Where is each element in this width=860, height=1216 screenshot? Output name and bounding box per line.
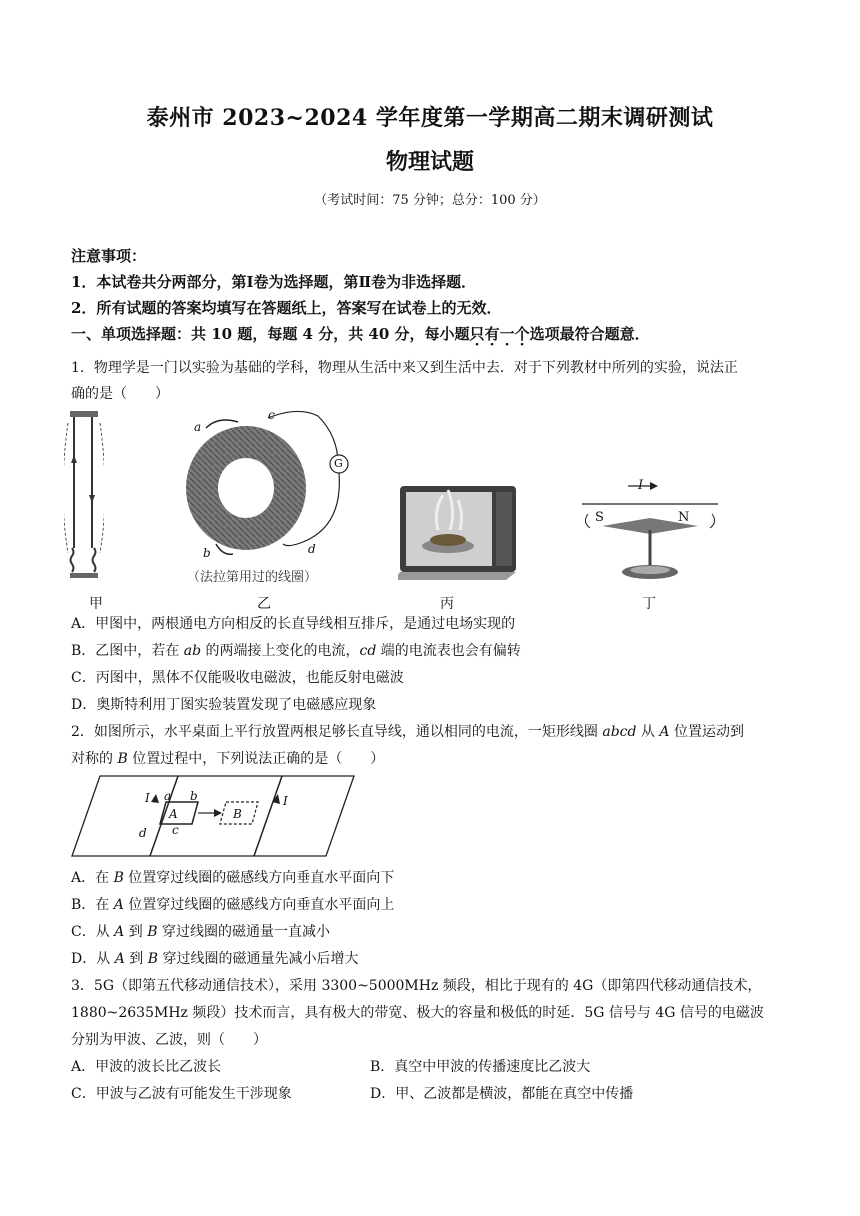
coil-caption: （法拉第用过的线圈）: [187, 570, 318, 585]
q3-option-c: C．甲波与乙波有可能发生干涉现象: [71, 1086, 292, 1102]
q3-option-a: A．甲波的波长比乙波长: [71, 1059, 222, 1075]
coil-letter-c: c: [268, 408, 275, 422]
galvanometer-letter: G: [334, 457, 343, 470]
compass-letter-n: N: [678, 510, 690, 525]
q1-stem-line2: 确的是（ ）: [71, 386, 169, 402]
section-heading: 一、单项选择题：共 10 题，每题 4 分，共 40 分，每小题只有一个选项最符合题意．: [71, 325, 650, 343]
figure-label-yi: 乙: [257, 596, 271, 612]
coil-letter-a: a: [194, 420, 202, 434]
q2-letter-a: a: [164, 789, 172, 803]
q2-position-b: B: [233, 807, 242, 821]
note-item-2: 2．所有试题的答案均填写在答题纸上，答案写在试卷上的无效．: [71, 299, 502, 317]
parallel-wires-figure: [64, 403, 104, 583]
parallel-wires-loop-figure: [70, 772, 360, 860]
q1-option-b: B．乙图中，若在 ab 的两端接上变化的电流，cd 端的电流表也会有偏转: [71, 643, 521, 659]
figure-label-jia: 甲: [89, 596, 103, 612]
coil-letter-d: d: [308, 542, 316, 556]
compass-letter-s: S: [595, 510, 604, 525]
q2-letter-c: c: [172, 823, 179, 837]
exam-title: 泰州市 2023~2024 学年度第一学期高二期末调研测试: [146, 105, 714, 131]
q2-stem-line2: 对称的 B 位置过程中，下列说法正确的是（ ）: [71, 751, 385, 767]
q3-option-b: B．真空中甲波的传播速度比乙波大: [370, 1059, 591, 1075]
faraday-coil-figure: [178, 406, 358, 561]
q1-option-c: C．丙图中，黑体不仅能吸收电磁波，也能反射电磁波: [71, 670, 404, 686]
q3-option-d: D．甲、乙波都是横波，都能在真空中传播: [370, 1086, 634, 1102]
q3-stem-line2: 1880~2635MHz 频段）技术而言，具有极大的带宽、极大的容量和极低的时延．5G 信号与 4G 信号的电磁波: [71, 1005, 764, 1021]
q2-current-left: I: [145, 791, 150, 805]
q1-stem-line1: 1．物理学是一门以实验为基础的学科，物理从生活中来又到生活中去．对于下列教材中所列的实验，说法正: [71, 360, 738, 376]
notes-heading: 注意事项：: [71, 247, 147, 265]
note-item-1: 1．本试卷共分两部分，第Ⅰ卷为选择题，第Ⅱ卷为非选择题．: [71, 273, 477, 291]
q2-stem-line1: 2．如图所示，水平桌面上平行放置两根足够长直导线，通以相同的电流，一矩形线圈 abcd 从 A 位置运动到: [71, 724, 744, 740]
q2-option-c: C．从 A 到 B 穿过线圈的磁通量一直减小: [71, 924, 330, 940]
q1-option-d: D．奥斯特利用丁图实验装置发现了电磁感应现象: [71, 697, 377, 713]
compass-current-label: I: [638, 478, 644, 493]
q2-letter-b: b: [190, 789, 198, 803]
figure-label-ding: 丁: [642, 596, 656, 612]
coil-letter-b: b: [203, 546, 211, 560]
q2-option-d: D．从 A 到 B 穿过线圈的磁通量先减小后增大: [71, 951, 359, 967]
q2-position-a: A: [169, 807, 178, 821]
q2-option-a: A．在 B 位置穿过线圈的磁感线方向垂直水平面向下: [71, 870, 395, 886]
q2-letter-d: d: [139, 826, 147, 840]
exam-info: （考试时间：75 分钟；总分：100 分）: [314, 193, 546, 208]
figure-label-bing: 丙: [440, 596, 454, 612]
subject-title: 物理试题: [385, 149, 474, 175]
q1-option-a: A．甲图中，两根通电方向相反的长直导线相互排斥，是通过电场实现的: [71, 616, 516, 632]
q3-stem-line3: 分别为甲波、乙波，则（ ）: [71, 1032, 267, 1048]
q2-option-b: B．在 A 位置穿过线圈的磁感线方向垂直水平面向上: [71, 897, 395, 913]
q3-stem-line1: 3．5G（即第五代移动通信技术），采用 3300~5000MHz 频段，相比于现有的 4G（即第四代移动通信技术，: [71, 978, 762, 994]
q2-current-right: I: [283, 794, 288, 808]
oersted-compass-figure: [580, 478, 720, 588]
microwave-oven-figure: [398, 470, 518, 580]
